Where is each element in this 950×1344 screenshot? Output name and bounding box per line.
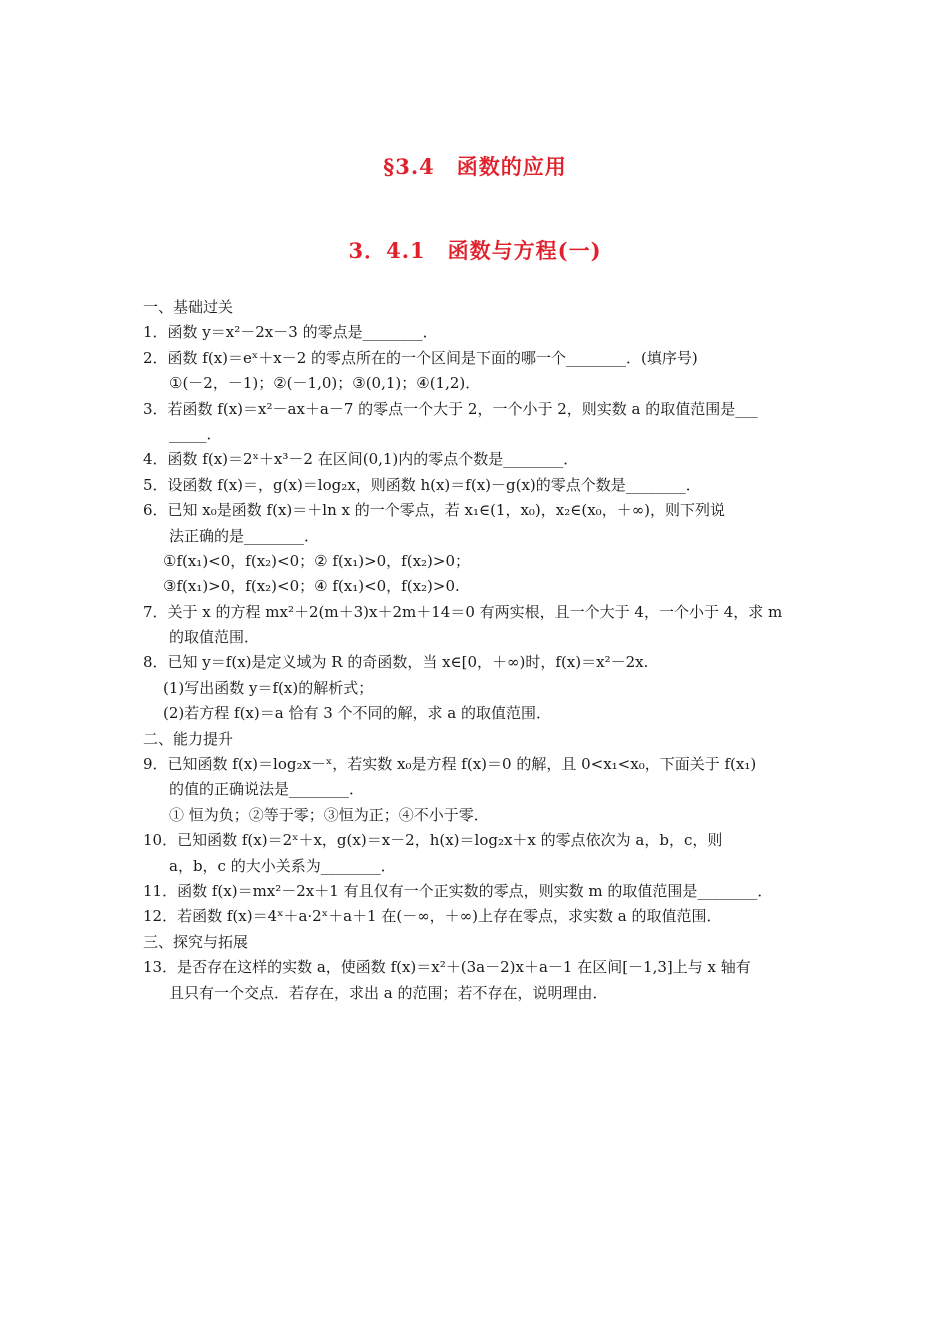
text-line: _____． [169, 424, 222, 443]
subsection-title: 3．4.1 函数与方程(一) [348, 238, 602, 263]
text-line: 5．设函数 f(x)＝，g(x)＝log₂x，则函数 h(x)＝f(x)－g(x)的零点个数是________． [143, 475, 701, 494]
text-line: ① 恒为负；②等于零；③恒为正；④不小于零． [169, 805, 489, 824]
text-line: 法正确的是________． [169, 526, 320, 545]
text-line: 6．已知 x₀是函数 f(x)＝＋ln x 的一个零点，若 x₁∈(1，x₀)，x₂∈(x₀，＋∞)，则下列说 [143, 501, 726, 520]
text-line: 二、能力提升 [143, 729, 234, 748]
text-line: 的取值范围． [169, 628, 260, 647]
text-line: 三、探究与拓展 [143, 932, 249, 951]
text-line: 3．若函数 f(x)＝x²－ax＋a－7 的零点一个大于 2，一个小于 2，则实数 a 的取值范围是___ [143, 399, 758, 418]
text-line: 12．若函数 f(x)＝4ˣ＋a·2ˣ＋a＋1 在(－∞，＋∞)上存在零点，求实数 a 的取值范围． [143, 907, 722, 926]
text-line: 10．已知函数 f(x)＝2ˣ＋x，g(x)＝x－2，h(x)＝log₂x＋x 的零点依次为 a，b，c，则 [143, 831, 723, 850]
section-title: §3.4 函数的应用 [383, 154, 567, 179]
text-line: 9．已知函数 f(x)＝log₂x－ˣ，若实数 x₀是方程 f(x)＝0 的解，且 0<x₁<x₀，下面关于 f(x₁) [143, 755, 757, 774]
text-line: 4．函数 f(x)＝2ˣ＋x³－2 在区间(0,1)内的零点个数是________． [143, 450, 579, 469]
text-line: 一、基础过关 [143, 298, 234, 316]
text-line: ③f(x₁)>0，f(x₂)<0；④ f(x₁)<0，f(x₂)>0. [163, 577, 460, 596]
exercise-list [143, 295, 813, 1006]
text-line: 且只有一个交点．若存在，求出 a 的范围；若不存在，说明理由． [169, 983, 608, 1002]
text-line: (2)若方程 f(x)＝a 恰有 3 个不同的解，求 a 的取值范围． [163, 704, 552, 723]
text-line: ①f(x₁)<0，f(x₂)<0；② f(x₁)>0，f(x₂)>0； [163, 551, 471, 570]
text-line: 7．关于 x 的方程 mx²＋2(m＋3)x＋2m＋14＝0 有两实根，且一个大于 4，一个小于 4，求 m [143, 602, 783, 621]
text-line: 11．函数 f(x)＝mx²－2x＋1 有且仅有一个正实数的零点，则实数 m 的取值范围是________． [143, 881, 773, 900]
text-line: ①(－2，－1)；②(－1,0)；③(0,1)；④(1,2)． [169, 374, 481, 393]
text-line: 的值的正确说法是________． [169, 780, 365, 799]
text-line: 1．函数 y＝x²－2x－3 的零点是________． [143, 323, 438, 342]
text-line: 8．已知 y＝f(x)是定义域为 R 的奇函数，当 x∈[0，＋∞)时，f(x)＝x²－2x. [143, 653, 649, 672]
text-line: a，b，c 的大小关系为________． [169, 856, 396, 875]
text-line: 13．是否存在这样的实数 a，使函数 f(x)＝x²＋(3a－2)x＋a－1 在区间[－1,3]上与 x 轴有 [143, 958, 751, 977]
text-line: (1)写出函数 y＝f(x)的解析式； [163, 678, 374, 697]
text-line: 2．函数 f(x)＝eˣ＋x－2 的零点所在的一个区间是下面的哪一个________．(填序号) [143, 348, 698, 367]
